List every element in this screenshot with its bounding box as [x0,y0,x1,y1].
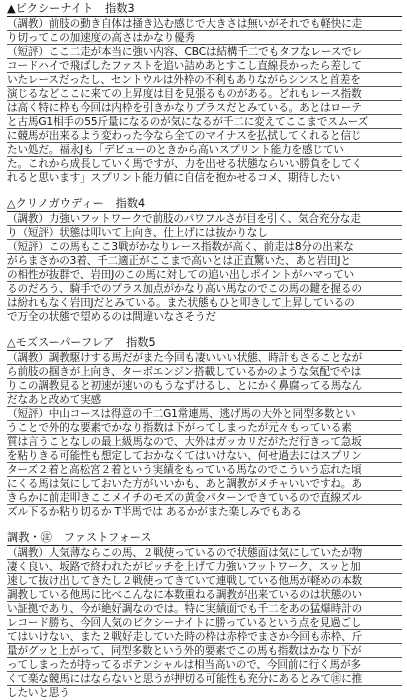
text-line: だなあと改めて実感 [7,393,402,407]
section-heading [7,197,402,211]
text-line: は高く特に枠も今回は内枠を引きかなりプラスだとみている。あとはローテ [7,101,402,115]
text-line: で万全の状態で望めるのは間違いなさそうだ [7,311,216,323]
section-heading [7,531,402,545]
text-line: 質は言うことなしの最上級馬なので、大外はガッカリだがただ行きって急坂 [7,435,402,449]
training-paragraph [7,546,402,700]
horse-name: △モズスーパーフレア [7,336,115,349]
text-line: （短評）ここ二走が本当に強い内容、CBCは結構千二でもタフなレースでレ [7,45,402,59]
review-paragraph [7,240,402,324]
text-line: 凄く良い、坂路で終われたがピッチを上げて力強いフットワーク、スッと加 [7,560,402,574]
horse-section-klinno-gaudi [7,197,402,324]
text-line: がらまさかの3着、千二適正がここまで高いとは正直驚いた、あと岩田Jと [7,254,402,268]
text-line: ターズ２着と高松宮２着という実績をもっている馬なのでこういう忘れた頃 [7,463,402,477]
text-line: にくる馬は気にしておいた方がいいかも、あと調教がメチャいいですね。あ [7,477,402,491]
horse-section-mozu-super-flare [7,336,402,519]
section-heading [7,2,402,16]
text-line: り切ってこの加速度の高さはかなり優秀 [7,31,402,45]
text-line: た。これから成長していく馬ですが、力を出せる状態ならいい勝負をしてく [7,157,402,171]
text-line: きらかに前走叩きここメイチのモズの黄金パターンできているので直線ズル [7,491,402,505]
text-line: 調教している他馬に比べこんなに本数重ねる調教が出来ているのは状態のい [7,588,402,602]
training-paragraph [7,351,402,407]
text-line: るのだろう、騎手でのプラス加点がかなり高い馬なのでこの馬の鍵を握るの [7,282,402,296]
text-line: 速して抜け出してきたし２戦使ってきていて連戦している他馬が軽めの本数 [7,574,402,588]
text-line: の相性が抜群で、岩田Jのこの馬に対しての追い出しポイントがハマってい [7,268,402,282]
training-paragraph [7,17,402,45]
text-line: ズル下るか粘り切るか T半馬では あるかがまた楽しみでもある [7,506,302,518]
text-line: に競馬が出来るよう変わった今なら全てのマイナスを払拭してくれると信じ [7,129,402,143]
horse-name: △クリノガウディー [7,197,104,210]
text-line: いたレースだったし、セントウルは外枠の不利もありながらシンスと首差を [7,73,402,87]
text-line: 演じるなどここに来ての上昇度は目を見張るものがある。どれもレース指数 [7,87,402,101]
text-line: を粘りきる可能性も想定しておかなくてはいけない、何せ過去にはスプリン [7,449,402,463]
text-line: い証拠であり、今が絶好調なのでは。特に実績面でも千二をあの猛爆時計の [7,602,402,616]
text-line: （短評）中山コースは得意の千二G1常連馬、逃げ馬の大外と同型多数とい [7,407,402,421]
text-line: と古馬G1相手の55斤量になるのが気になるが千二に変えてここまでスムーズ [7,115,402,129]
text-line: コードハイで飛ばしたファストを追い詰めあとすこし直線長かったら差して [7,59,402,73]
text-line: （調教）力強いフットワークで前肢のパワフルさが目を引く、気合充分な走 [7,212,402,226]
text-line: りこの調教見ると初速が速いのもうなずけるし、とにかく鼻腐ってる馬なん [7,379,402,393]
horse-name: ファストフォース [63,531,152,544]
text-line: レコード勝ち、今回人気のピクシーナイトに勝っているという点を見過ごし [7,616,402,630]
text-line: ってしまったが持ってるポテンシャルは相当高いので、今回前に行く馬が多 [7,658,402,672]
index-label: 指数3 [105,2,135,15]
text-line: （調教）前肢の動き自体は掻き込む感じで大きさは無いがそれでも軽快に走 [7,17,402,31]
review-paragraph [7,45,402,185]
text-line: したいと思う [7,687,70,699]
index-label: 指数4 [115,197,146,210]
text-line: り（短評）状態は叩いて上向き、仕上げには抜かりなし [7,226,402,240]
horse-section-pixie-knight [7,2,402,185]
review-paragraph [7,407,402,519]
horse-name: ▲ピクシーナイト [7,2,94,15]
index-label: 指数5 [126,336,156,349]
text-line: てはいけない、また２戦好走していた時の枠は赤枠でまさか今回も赤枠、斤 [7,630,402,644]
horse-section-fast-force [7,531,402,700]
text-line: うことで外的な要素でかなり指数は下がってしまったが元々もっている素 [7,421,402,435]
section-heading [7,336,402,350]
training-mark-label: 調教・㊟ [7,531,52,544]
text-line: れると思います」スプリント能力値に自信を抱かせるコメ、期待したい [7,172,341,184]
text-line: は紛れもなく岩田Jだとみている。また状態もひと叩きして上昇しているの [7,296,402,310]
text-line: 量がグッと上がって、同型多数という外的要素でこの馬も指数はかなり下が [7,644,402,658]
text-line: （短評）この馬もここ3戦がかなりレース指数が高く、前走は8分の出来な [7,240,402,254]
training-paragraph [7,212,402,240]
text-line: くて楽な競馬にはならないと思うが押切る可能性も充分にあるとみて㊟に推 [7,672,402,686]
text-line: ら前肢の掴きが上向き、ターボエンジン搭載しているかのような気配でやは [7,365,402,379]
text-line: （調教）調教駆けする馬だがまた今回も凄いいい状態、時計もさることなが [7,351,402,365]
text-line: （調教）人気薄ならこの馬、２戦使っているので状態面は気にしていたが物 [7,546,402,560]
text-line: たい処だ。福永Jも「デビューのときから高いスプリント能力を感じてい [7,143,402,157]
